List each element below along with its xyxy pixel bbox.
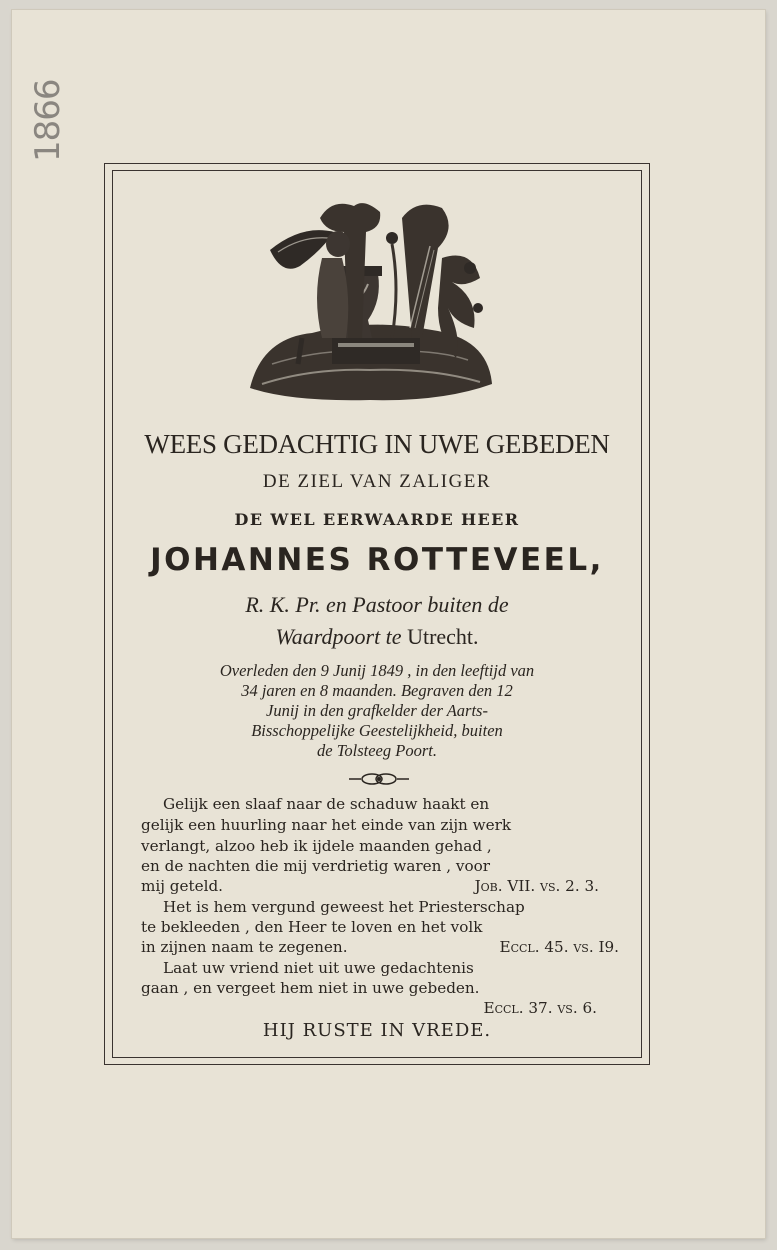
deceased-title-line-1: R. K. Pr. en Pastoor buiten de xyxy=(245,592,509,617)
obituary-line: de Tolsteeg Poort. xyxy=(317,741,437,760)
verse-line: te bekleeden , den Heer te loven en het volk xyxy=(141,918,483,936)
verse-line xyxy=(141,876,619,897)
title-italic-part: Waardpoort te xyxy=(275,624,402,649)
verse-line: gelijk een huurling naar het einde van zijn werk xyxy=(141,816,512,834)
scripture-reference: Job. VII. vs. 2. 3. xyxy=(474,877,599,895)
verse-text: mij geteld. xyxy=(141,877,224,895)
scripture-reference: Eccl. 45. vs. I9. xyxy=(499,938,619,956)
obituary-line: Bisschoppelijke Geestelijkheid, buiten xyxy=(251,721,503,740)
heading-line-2: DE ZIEL VAN ZALIGER xyxy=(262,471,492,492)
mourning-angel-illustration xyxy=(242,188,498,410)
ornament-divider xyxy=(347,772,411,786)
obituary-line: Junij in den grafkelder der Aarts- xyxy=(266,701,488,720)
handwritten-number: 1866 xyxy=(28,79,68,162)
verse-line: verlangt, alzoo heb ik ijdele maanden gehad , xyxy=(141,837,492,855)
deceased-name: JOHANNES ROTTEVEEL, xyxy=(150,542,604,578)
verse-line xyxy=(141,794,641,815)
verse-line: en de nachten die mij verdrietig waren , voor xyxy=(141,857,491,875)
obituary-line: 34 jaren en 8 maanden. Begraven den 12 xyxy=(241,681,513,700)
obituary-line: Overleden den 9 Junij 1849 , in den leeftijd van xyxy=(219,661,535,680)
scripture-reference: Eccl. 37. vs. 6. xyxy=(483,999,597,1017)
verse-line: Laat uw vriend niet uit uwe gedachtenis xyxy=(163,959,474,977)
verse-line: gaan , en vergeet hem niet in uwe gebeden. xyxy=(141,979,480,997)
deceased-title-line-2 xyxy=(120,624,634,650)
verse-line xyxy=(141,937,619,958)
heading-line-3: DE WEL EERWAARDE HEER xyxy=(234,510,520,529)
title-city: Utrecht. xyxy=(407,624,479,649)
closing-line: HIJ RUSTE IN VREDE. xyxy=(262,1020,492,1041)
verse-text: in zijnen naam te zegenen. xyxy=(141,938,348,956)
verse-text: Gelijk een slaaf naar de schaduw haakt en xyxy=(163,795,490,813)
verse-line: Het is hem vergund geweest het Priesterschap xyxy=(163,898,525,916)
heading-line-1: WEES GEDACHTIG IN UWE GEBEDEN xyxy=(144,429,610,459)
